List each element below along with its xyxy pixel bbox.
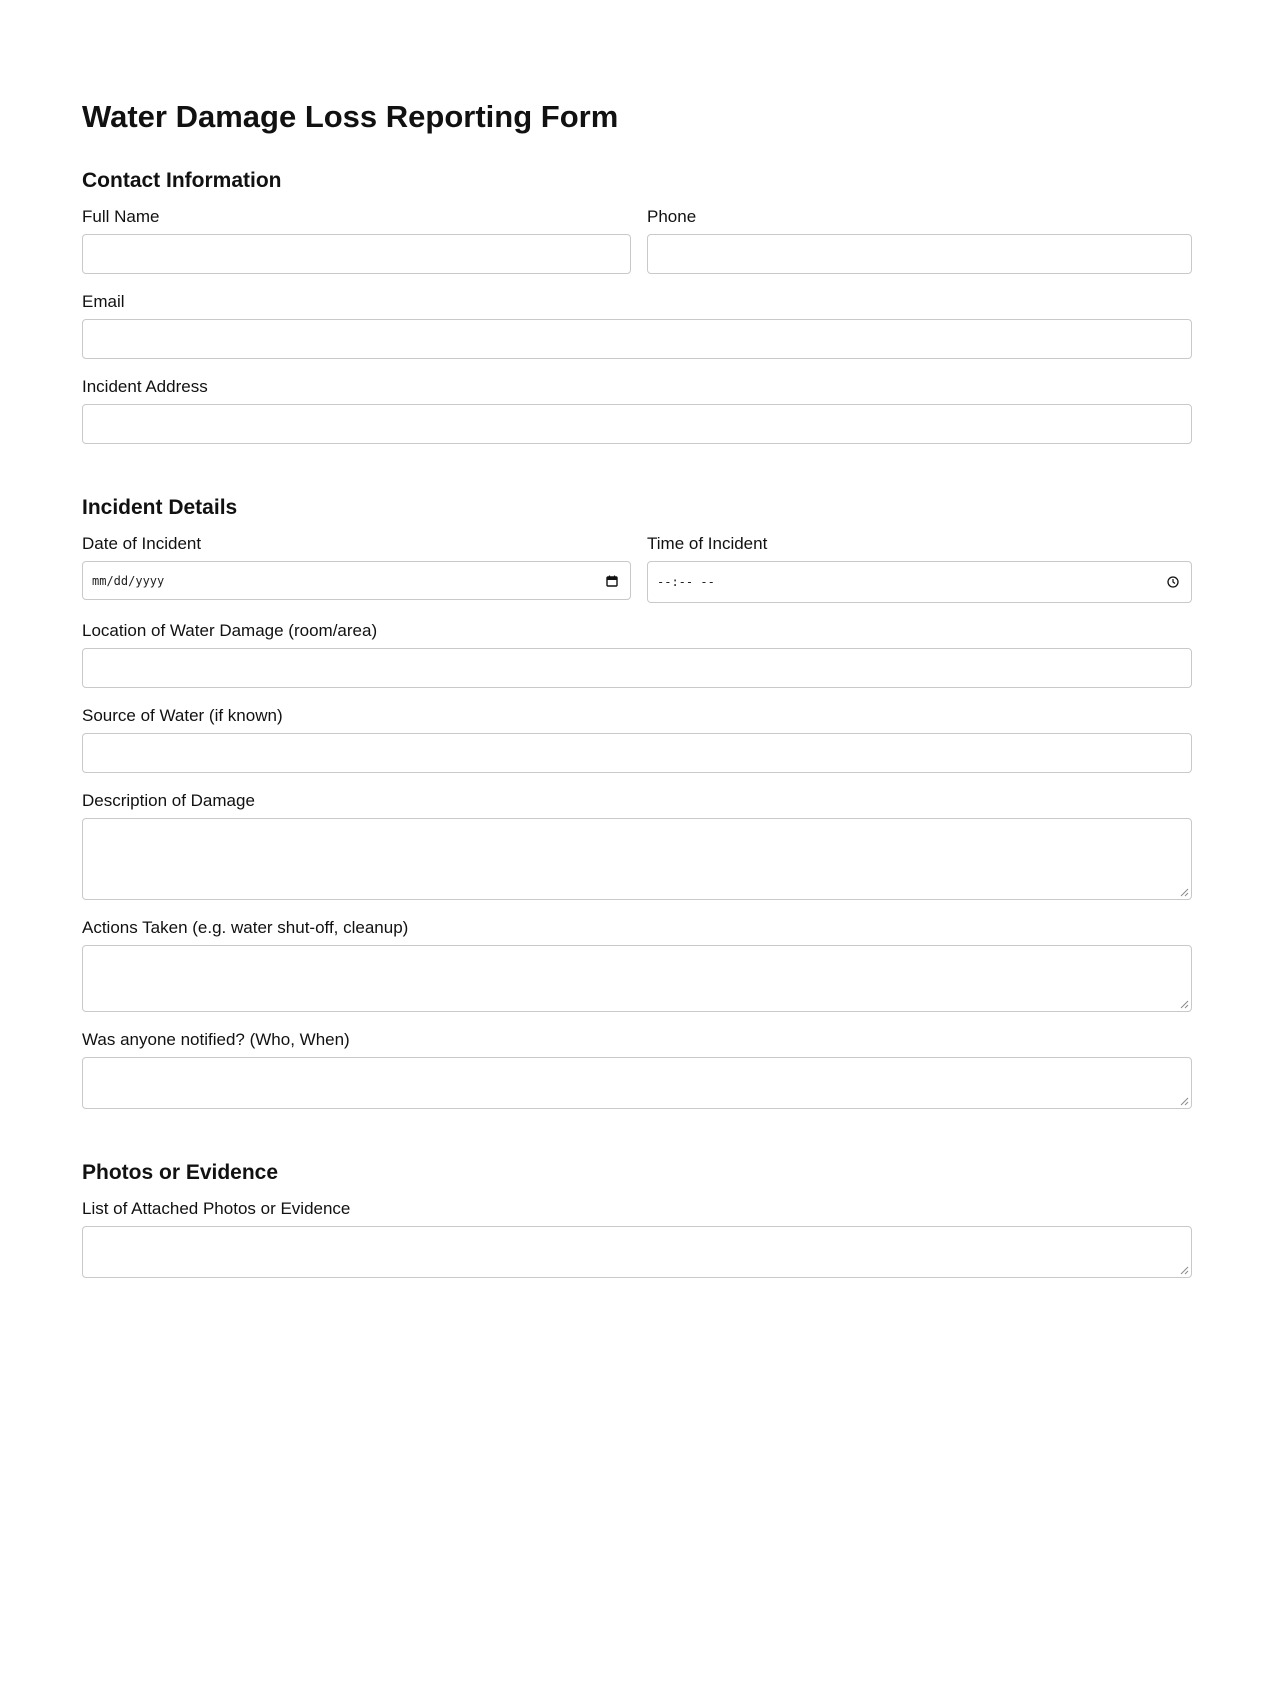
incident-address-input[interactable]	[82, 404, 1192, 444]
clock-icon[interactable]	[1167, 576, 1179, 588]
full-name-input[interactable]	[82, 234, 631, 274]
full-name-label: Full Name	[82, 207, 160, 226]
attachments-label: List of Attached Photos or Evidence	[82, 1199, 351, 1218]
time-label: Time of Incident	[647, 534, 768, 553]
section-title-evidence: Photos or Evidence	[82, 1161, 279, 1184]
attachments-textarea[interactable]	[82, 1226, 1192, 1278]
form-title: Water Damage Loss Reporting Form	[82, 99, 619, 134]
notified-textarea[interactable]	[82, 1057, 1192, 1109]
description-textarea[interactable]	[82, 818, 1192, 900]
date-input[interactable]	[82, 561, 631, 600]
description-field	[82, 818, 1192, 900]
email-input[interactable]	[82, 319, 1192, 359]
date-placeholder: mm/dd/yyyy	[92, 573, 165, 588]
source-label: Source of Water (if known)	[82, 706, 283, 725]
section-title-incident: Incident Details	[82, 496, 238, 519]
time-placeholder: --:-- --	[657, 575, 715, 589]
source-input[interactable]	[82, 733, 1192, 773]
phone-label: Phone	[647, 207, 697, 226]
calendar-icon[interactable]	[606, 575, 618, 587]
actions-textarea[interactable]	[82, 945, 1192, 1012]
actions-label: Actions Taken (e.g. water shut-off, cleanup)	[82, 918, 409, 937]
section-title-contact: Contact Information	[82, 169, 282, 192]
date-label: Date of Incident	[82, 534, 202, 553]
time-input[interactable]	[647, 561, 1192, 603]
location-input[interactable]	[82, 648, 1192, 688]
notified-label: Was anyone notified? (Who, When)	[82, 1030, 350, 1049]
location-label: Location of Water Damage (room/area)	[82, 621, 378, 640]
phone-input[interactable]	[647, 234, 1192, 274]
attachments-field	[82, 1226, 1192, 1278]
email-label: Email	[82, 292, 125, 311]
incident-address-label: Incident Address	[82, 377, 208, 396]
description-label: Description of Damage	[82, 791, 255, 810]
actions-field	[82, 945, 1192, 1012]
notified-field	[82, 1057, 1192, 1109]
